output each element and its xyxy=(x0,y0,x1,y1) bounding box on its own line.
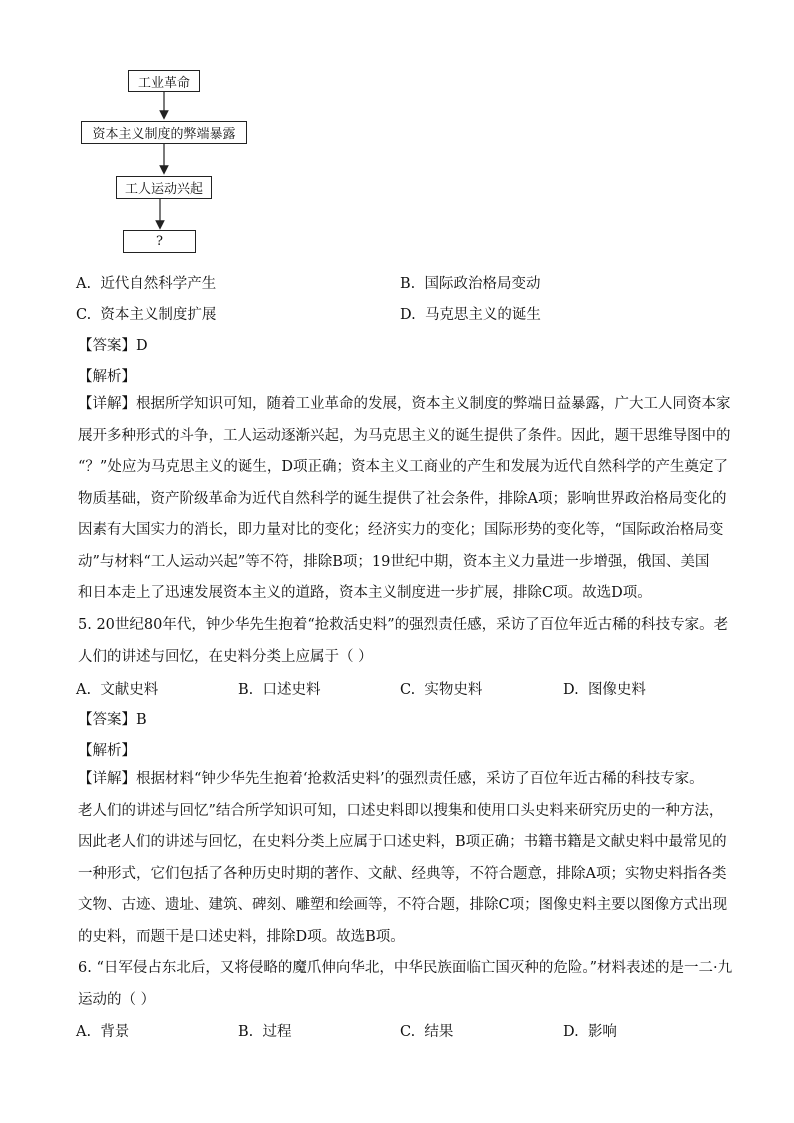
q5-option-a: A. 文献史料 xyxy=(76,682,159,698)
q4-detail-line: 动”与材料“工人运动兴起”等不符，排除B项；19世纪中期，资本主义力量进一步增强，俄国、美国 xyxy=(78,553,710,570)
q6-option-d: D. 影响 xyxy=(563,1024,617,1040)
q5-detail-line: 【详解】根据材料“钟少华先生抱着‘抢救活史料’的强烈责任感，采访了百位年近古稀的科技专家。 xyxy=(78,771,704,787)
q4-analysis-label: 【解析】 xyxy=(78,369,136,385)
q5-answer: 【答案】B xyxy=(78,712,147,728)
q4-option-b: B. 国际政治格局变动 xyxy=(400,276,541,292)
q4-detail-line: 和日本走上了迅速发展资本主义的道路，资本主义制度进一步扩展，排除C项。故选D项。 xyxy=(78,585,652,601)
q4-detail-line: 展开多种形式的斗争，工人运动逐渐兴起，为马克思主义的诞生提供了条件。因此，题干思维导图中的 xyxy=(78,427,731,444)
q5-stem-line: 5. 20世纪80年代，钟少华先生抱着“抢救活史料”的强烈责任感，采访了百位年近古稀的科技专家。老 xyxy=(78,617,729,633)
q5-detail-line: 的史料，而题干是口述史料，排除D项。故选B项。 xyxy=(78,928,405,945)
q5-detail-line: 因此老人们的讲述与回忆，在史料分类上应属于口述史料，B项正确；书籍书籍是文献史料中最常见的 xyxy=(78,834,727,850)
q6-option-b: B. 过程 xyxy=(238,1024,292,1040)
flow-node-workers-movement: 工人运动兴起 xyxy=(116,176,212,199)
q5-option-d: D. 图像史料 xyxy=(563,682,646,698)
q5-option-b: B. 口述史料 xyxy=(238,682,321,698)
q5-stem-line: 人们的讲述与回忆，在史料分类上应属于（ ） xyxy=(78,648,373,665)
q5-option-c: C. 实物史料 xyxy=(400,682,483,698)
q4-option-d: D. 马克思主义的诞生 xyxy=(400,307,541,323)
q6-option-c: C. 结果 xyxy=(400,1024,454,1040)
q4-option-c: C. 资本主义制度扩展 xyxy=(76,307,217,323)
q6-option-a: A. 背景 xyxy=(76,1024,130,1040)
q4-answer: 【答案】D xyxy=(78,338,148,354)
q5-detail-line: 文物、古迹、遗址、建筑、碑刻、雕塑和绘画等，不符合题，排除C项；图像史料主要以图像方式出现 xyxy=(78,897,728,913)
q6-stem-line: 6. “日军侵占东北后，又将侵略的魔爪伸向华北，中华民族面临亡国灭种的危险。”材料表述的是一二·九 xyxy=(78,960,733,976)
flow-node-question-mark: ? xyxy=(123,230,196,253)
flow-node-industrial-revolution: 工业革命 xyxy=(128,70,200,92)
q4-detail xyxy=(78,389,731,610)
q4-detail-line: 因素有大国实力的消长，即力量对比的变化；经济实力的变化；国际形势的变化等，“国际政治格局变 xyxy=(78,522,724,538)
q5-detail-line: 老人们的讲述与回忆”结合所学知识可知，口述史料即以搜集和使用口头史料来研究历史的一种方法， xyxy=(78,802,724,819)
q5-analysis-label: 【解析】 xyxy=(78,743,136,759)
q5-stem xyxy=(78,610,729,673)
q4-option-a: A. 近代自然科学产生 xyxy=(76,276,217,292)
q4-detail-line: 物质基础，资产阶级革命为近代自然科学的诞生提供了社会条件，排除A项；影响世界政治格局变化的 xyxy=(78,490,727,507)
q6-stem-line: 运动的（ ） xyxy=(78,991,156,1008)
q6-stem xyxy=(78,953,733,1016)
q5-detail xyxy=(78,764,728,953)
q5-detail-line: 一种形式，它们包括了各种历史时期的著作、文献、经典等，不符合题意，排除A项；实物史料指各类 xyxy=(78,865,727,882)
flow-node-capitalism-drawbacks: 资本主义制度的弊端暴露 xyxy=(81,121,247,144)
q4-detail-line: “？”处应为马克思主义的诞生，D项正确；资本主义工商业的产生和发展为近代自然科学的产生奠定了 xyxy=(78,459,728,475)
q4-detail-line: 【详解】根据所学知识可知，随着工业革命的发展，资本主义制度的弊端日益暴露，广大工人同资本家 xyxy=(78,396,731,412)
